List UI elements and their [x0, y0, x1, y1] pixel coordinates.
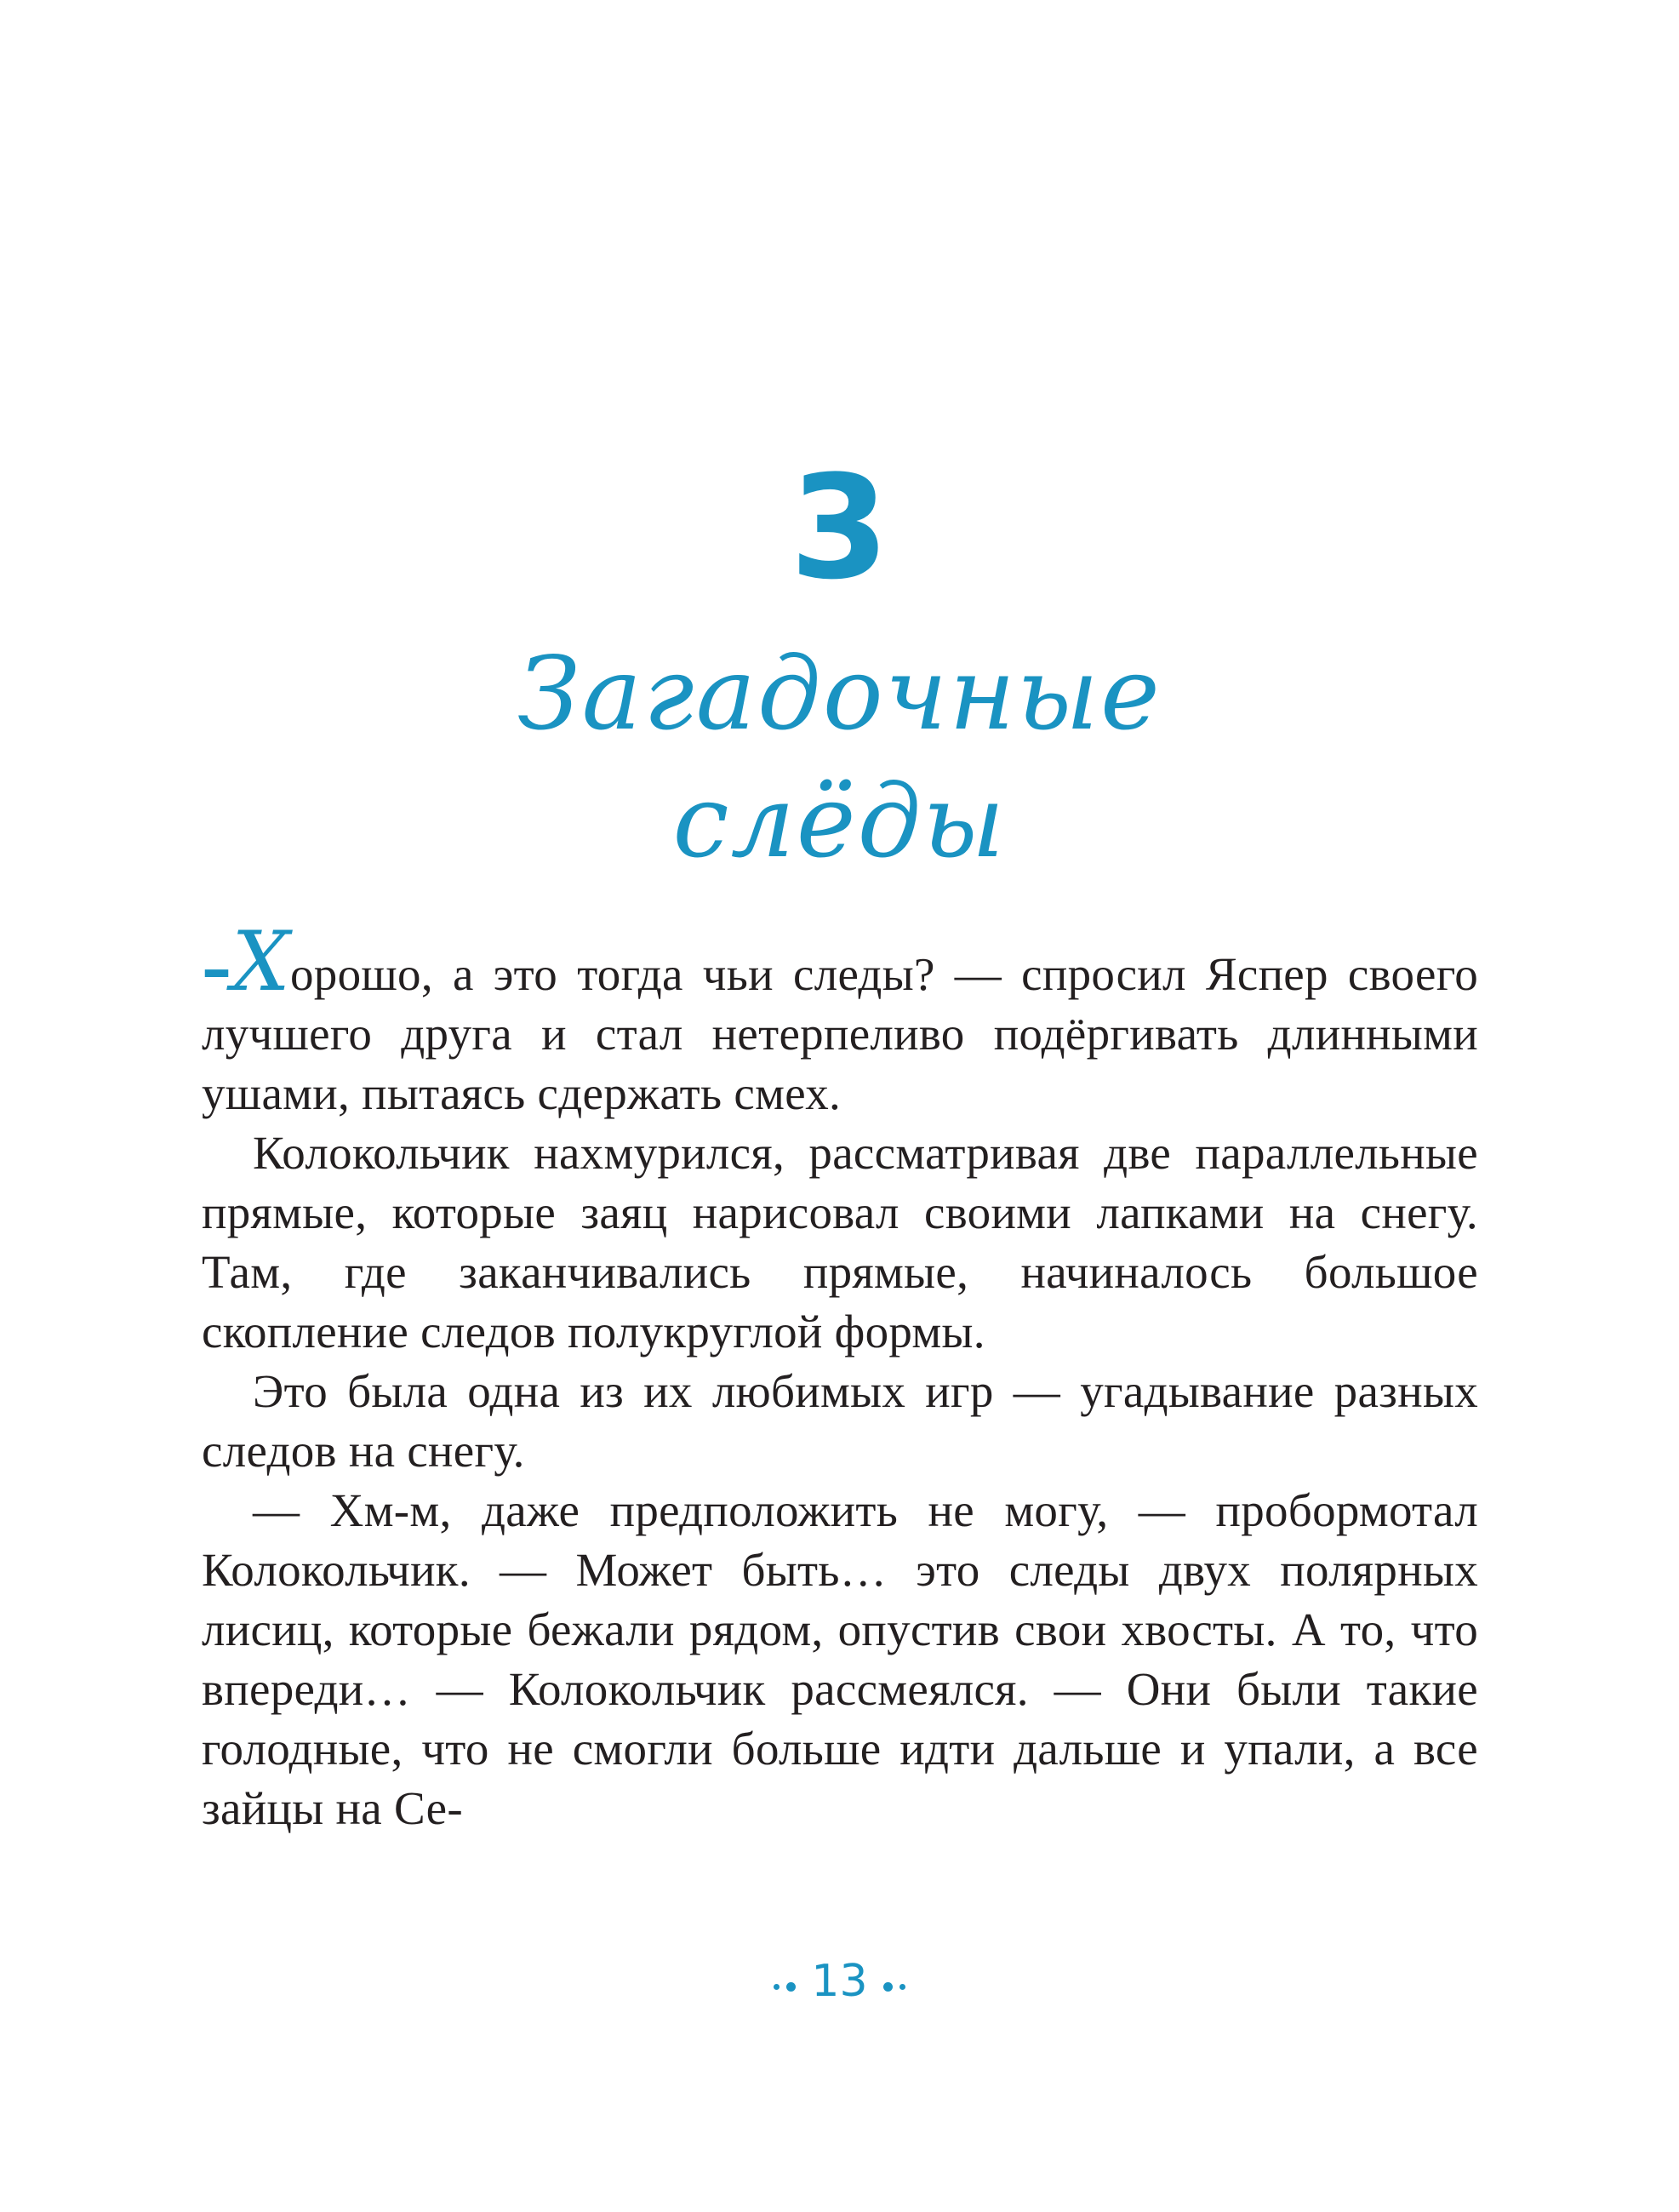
paragraph-2: Колокольчик нахмурился, рассматривая две параллельные прямые, которые заяц нарисовал своими лапками на снегу. Там, где заканчивались прямые, начиналось большое скопление следов полукруглой формы. [202, 1127, 1478, 1357]
left-dots-ornament [770, 1958, 799, 2009]
page-number: 13 [811, 1956, 868, 2007]
chapter-title-line-2: слёды [672, 763, 1007, 880]
paragraph-1-text: орошо, а это тогда чьи следы? — спросил Яспер своего лучшего друга и стал нетерпеливо подёргивать длинными ушами, пытаясь сдержать смех. [202, 948, 1478, 1119]
paragraph-1 [202, 914, 1478, 1123]
paragraph-3: Это была одна из их любимых игр — угадывание разных следов на снегу. [202, 1365, 1478, 1477]
right-dots-ornament [880, 1958, 909, 2009]
chapter-number: 3 [790, 444, 889, 611]
body-text [202, 914, 1478, 1838]
drop-dash: – [202, 935, 232, 1004]
page-footer [0, 1956, 1679, 2009]
drop-cap-letter: Х [231, 914, 290, 1009]
chapter-title [0, 630, 1679, 885]
chapter-title-line-1: Загадочные [517, 635, 1162, 752]
paragraph-4: — Хм-м, даже предположить не могу, — пробормотал Колокольчик. — Может быть… это следы двух полярных лисиц, которые бежали рядом, опустив свои хвосты. А то, что впереди… — Колокольчик рассмеялся. — Они были такие голодные, что не смогли больше идти дальше и упали, а все зайцы на Се- [202, 1484, 1478, 1834]
